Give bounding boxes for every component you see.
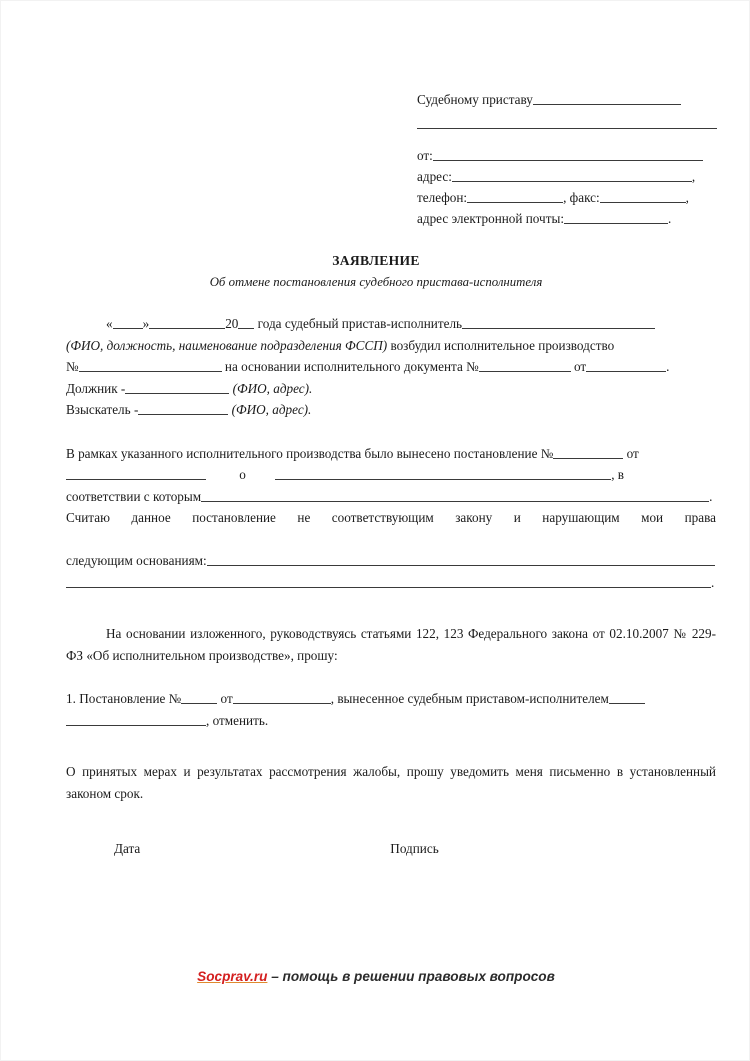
fax-label: , факс: <box>563 190 600 205</box>
debtor-hint: (ФИО, адрес). <box>232 380 313 396</box>
from-label: от: <box>417 148 433 163</box>
accordance-fill-line[interactable] <box>201 488 709 502</box>
addressee-block <box>417 89 717 229</box>
fax-fill-line-b[interactable] <box>648 189 686 203</box>
case-number-fill-line[interactable] <box>79 358 222 372</box>
address-comma: , <box>691 169 696 184</box>
phone-fill-line[interactable] <box>467 189 563 203</box>
debtor-label: Должник - <box>66 380 126 396</box>
page-subtitle: Об отмене постановления судебного пристава-исполнителя <box>209 275 543 289</box>
from-row <box>417 145 717 166</box>
decision-number-fill-line[interactable] <box>553 445 623 459</box>
signature-label: Подпись <box>390 841 439 856</box>
framework-text: В рамках указанного исполнительного производства было вынесено постановление № <box>66 445 554 461</box>
doc-period: . <box>666 359 670 374</box>
case-basis-text: на основании исполнительного документа № <box>224 359 479 374</box>
addressee-row <box>417 89 717 110</box>
addressee-fill-line-2[interactable] <box>417 115 717 129</box>
body-spacer-4 <box>66 731 716 761</box>
decision-subject-fill-line[interactable] <box>275 466 611 480</box>
decision-date-fill-line[interactable] <box>66 466 206 480</box>
signature-row <box>66 838 716 860</box>
paragraph-initiation <box>66 313 716 335</box>
title-block <box>1 253 750 290</box>
accordance-text: соответствии с которым <box>66 488 202 504</box>
month-fill-line[interactable] <box>149 315 225 329</box>
address-label: адрес: <box>417 169 452 184</box>
paragraph-consider <box>66 507 716 550</box>
doc-date-fill-line[interactable] <box>586 358 666 372</box>
request-bailiff-fill-line-2[interactable] <box>66 712 206 726</box>
request-item-1-prefix: 1. Постановление № <box>66 691 182 706</box>
email-period: . <box>667 211 672 226</box>
request-item-1 <box>66 688 716 710</box>
grounds-fill-line-2[interactable] <box>66 574 711 588</box>
email-row <box>417 208 717 229</box>
header-spacer <box>417 129 717 145</box>
paragraph-notify: О принятых мерах и результатах рассмотрения жалобы, прошу уведомить меня письменно в установленный законом срок. <box>66 764 716 801</box>
paragraph-bailiff-hint <box>66 335 716 357</box>
request-decision-number-fill-line[interactable] <box>181 690 217 704</box>
brand-link[interactable]: Socprav.ru <box>197 969 268 984</box>
quote-open: « <box>106 316 113 331</box>
request-decision-date-fill-line[interactable] <box>233 690 331 704</box>
decision-comma: , <box>611 467 615 482</box>
claimant-hint: (ФИО, адрес). <box>231 402 312 417</box>
accordance-period: . <box>709 488 713 504</box>
in-word: в <box>617 467 625 482</box>
claimant-label: Взыскатель - <box>66 402 139 417</box>
address-fill-line-a[interactable] <box>452 168 574 182</box>
doc-from-word: от <box>573 359 587 374</box>
body-spacer-2 <box>66 593 716 623</box>
email-label: адрес электронной почты: <box>417 211 564 226</box>
body-spacer-1 <box>66 421 716 443</box>
grounds-period: . <box>711 574 715 590</box>
addressee-fill-line[interactable] <box>533 91 681 105</box>
address-fill-line-b[interactable] <box>574 168 692 182</box>
paragraph-accordance <box>66 486 716 508</box>
email-fill-line-b[interactable] <box>598 210 668 224</box>
phone-comma: , <box>685 190 689 205</box>
claimant-fill-line[interactable] <box>138 401 228 415</box>
request-bailiff-fill-line[interactable] <box>609 690 645 704</box>
request-item-1-mid: , вынесенное судебным приставом-исполнителем <box>330 691 609 706</box>
fax-fill-line-a[interactable] <box>600 189 648 203</box>
paragraph-debtor <box>66 378 716 400</box>
case-number-sign: № <box>66 359 79 374</box>
paragraph-framework <box>66 443 716 465</box>
date-tail-text: года судебный пристав-исполнитель <box>257 316 463 331</box>
from-fill-line[interactable] <box>433 147 703 161</box>
phone-label: телефон: <box>417 190 468 205</box>
debtor-fill-line[interactable] <box>125 380 229 394</box>
footer-tagline: – помощь в решении правовых вопросов <box>271 969 555 984</box>
phone-row <box>417 187 717 208</box>
bailiff-fill-line[interactable] <box>462 315 655 329</box>
paragraph-grounds <box>66 550 716 572</box>
doc-number-fill-line[interactable] <box>479 358 571 372</box>
day-fill-line[interactable] <box>113 315 143 329</box>
document-body <box>66 313 716 860</box>
email-fill-line-a[interactable] <box>564 210 598 224</box>
year-prefix: 20 <box>225 316 239 331</box>
paragraph-claimant <box>66 399 716 421</box>
body-spacer-3 <box>66 666 716 688</box>
grounds-text: следующим основаниям: <box>66 553 207 568</box>
year-fill-line[interactable] <box>238 315 254 329</box>
bailiff-hint-text: (ФИО, должность, наименование подразделения ФССП) <box>66 337 388 353</box>
request-item-1-from: от <box>220 691 233 706</box>
framework-from-word: от <box>626 445 639 461</box>
request-item-1-end: , отменить. <box>206 712 269 728</box>
page-title: ЗАЯВЛЕНИЕ <box>332 253 420 268</box>
date-label: Дата <box>114 841 141 856</box>
grounds-fill-line-1[interactable] <box>207 552 715 566</box>
request-item-1-line2 <box>66 710 716 732</box>
paragraph-legal-basis: На основании изложенного, руководствуясь статьями 122, 123 Федерального закона от 02.10.2007 № 229-ФЗ «Об исполнительном производстве», прошу: <box>66 626 716 663</box>
about-word: о <box>239 467 246 482</box>
paragraph-grounds-line2 <box>66 572 716 594</box>
quote-close: » <box>142 316 150 331</box>
footer <box>1 969 750 984</box>
addressee-label: Судебному приставу <box>417 92 533 107</box>
initiated-text: возбудил исполнительное производство <box>390 337 615 353</box>
consider-text: Считаю данное постановление не соответствующим закону и нарушающим мои права <box>66 510 716 525</box>
paragraph-case-number <box>66 356 716 378</box>
address-row <box>417 166 717 187</box>
paragraph-decision-about <box>66 464 716 486</box>
